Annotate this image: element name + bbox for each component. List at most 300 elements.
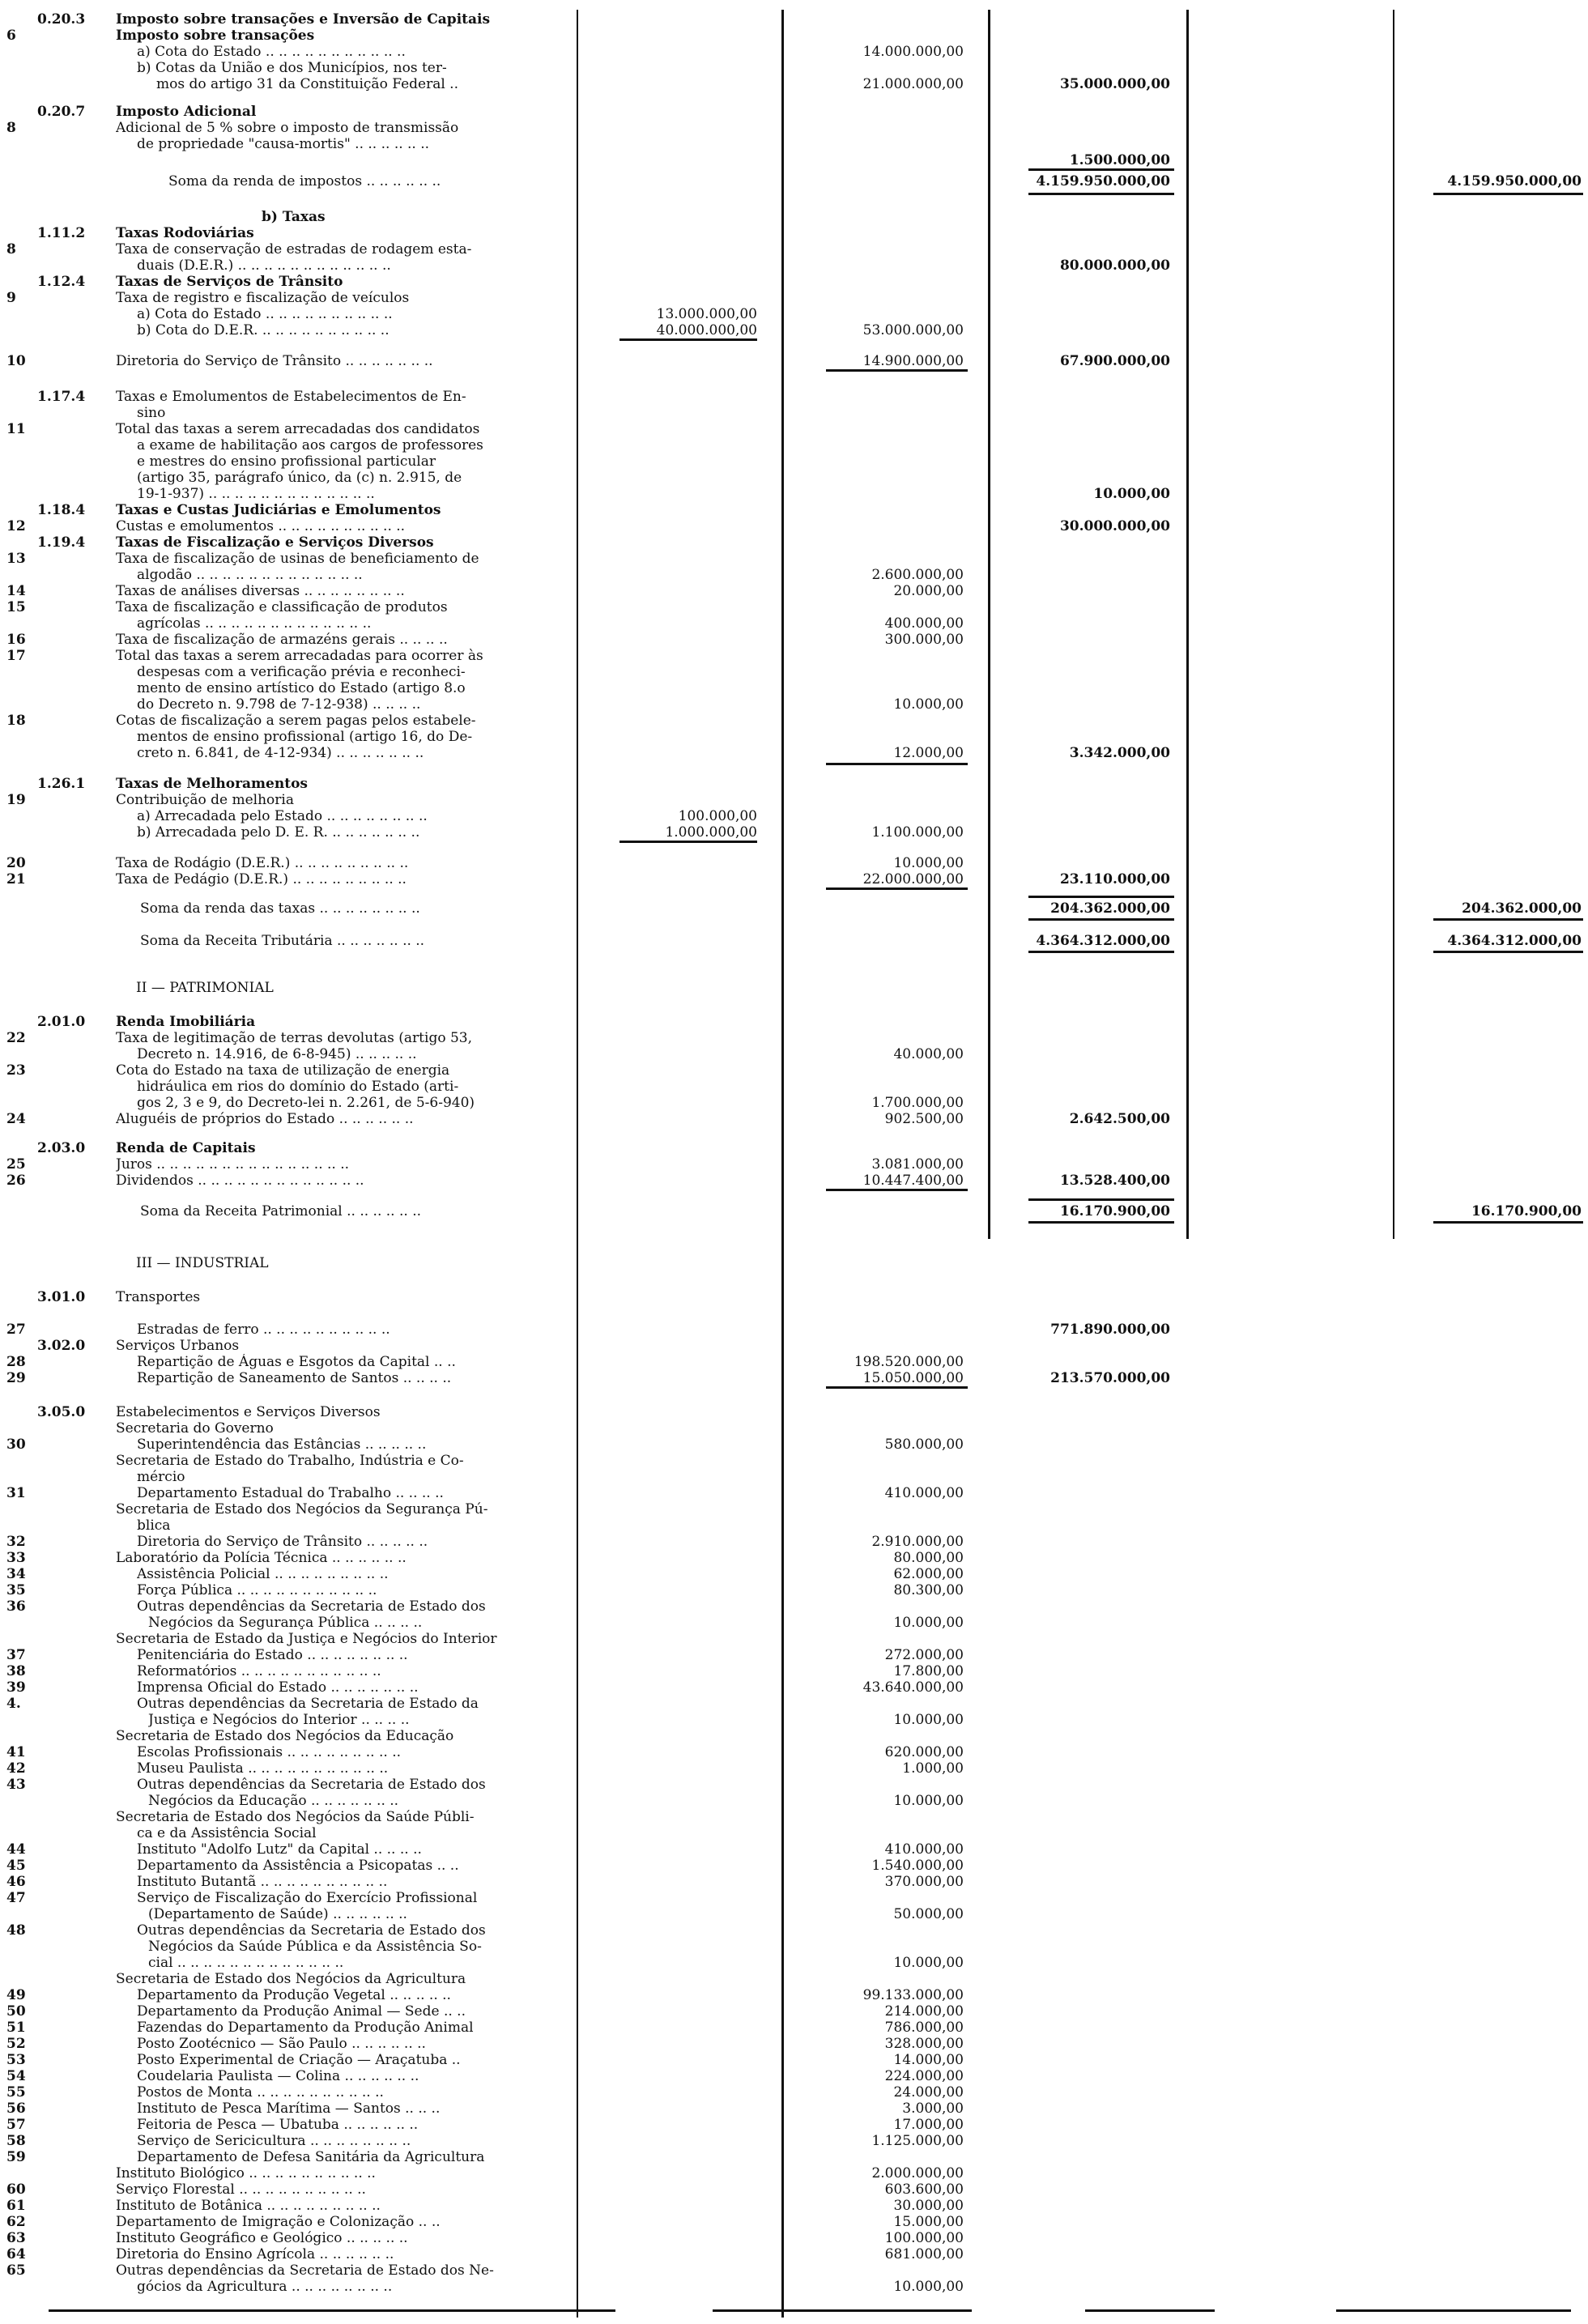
amount-c2: 224.000,00 [884, 2068, 964, 2084]
sum-rule [1028, 951, 1174, 953]
amount-c2: 20.000,00 [893, 583, 964, 599]
item-description: Serviço Florestal .. .. .. .. .. .. .. .. .. .. [116, 2181, 366, 2198]
item-description: Departamento de Defesa Sanitária da Agricultura [137, 2149, 485, 2165]
item-number: 22 [6, 1030, 26, 1046]
item-description: Taxas Rodoviárias [116, 225, 254, 241]
table-row [0, 1874, 1588, 1890]
item-description: b) Cota do D.E.R. .. .. .. .. .. .. .. .. .. .. [137, 322, 390, 338]
amount-c2: 50.000,00 [893, 1906, 964, 1922]
item-description: Instituto "Adolfo Lutz" da Capital .. .. .. .. [137, 1841, 422, 1858]
item-number: 9 [6, 290, 16, 306]
item-description: Secretaria de Estado da Justiça e Negócios do Interior [116, 1631, 497, 1647]
table-row [0, 104, 1588, 120]
table-row [0, 2262, 1588, 2279]
table-row [0, 871, 1588, 887]
classification-code: 1.19.4 [37, 534, 86, 551]
item-number: 49 [6, 1987, 26, 2003]
table-row [0, 2020, 1588, 2036]
item-description: despesas com a verificação prévia e reconheci- [137, 664, 466, 680]
item-number: 8 [6, 241, 16, 258]
table-row [0, 1255, 1588, 1271]
sum-rule [1433, 193, 1583, 195]
item-description: Diretoria do Serviço de Trânsito .. .. .. .. .. [137, 1534, 428, 1550]
table-row [0, 1582, 1588, 1598]
table-row [0, 1777, 1588, 1793]
item-description: Diretoria do Ensino Agrícola .. .. .. .. .. .. [116, 2246, 394, 2262]
table-row [0, 2165, 1588, 2181]
table-row [0, 534, 1588, 551]
table-row [0, 2117, 1588, 2133]
item-number: 45 [6, 1858, 26, 1874]
item-number: 46 [6, 1874, 26, 1890]
table-row [0, 808, 1588, 824]
item-description: Serviço de Fiscalização do Exercício Profissional [137, 1890, 478, 1906]
item-number: 21 [6, 871, 26, 887]
item-description: Soma da Receita Tributária .. .. .. .. .. .. .. [140, 933, 425, 949]
sum-rule [826, 1386, 968, 1389]
item-description: Taxas de análises diversas .. .. .. .. .. .. .. .. [116, 583, 405, 599]
item-number: 47 [6, 1890, 26, 1906]
item-description: Secretaria de Estado dos Negócios da Segurança Pú- [116, 1501, 488, 1517]
table-row [0, 306, 1588, 322]
item-description: Penitenciária do Estado .. .. .. .. .. .. .. .. [137, 1647, 408, 1663]
item-number: 13 [6, 551, 26, 567]
item-number: 12 [6, 518, 26, 534]
table-row [0, 1322, 1588, 1338]
item-description: Transportes [116, 1289, 201, 1305]
amount-c2: 400.000,00 [884, 615, 964, 632]
table-row [0, 599, 1588, 615]
item-description: duais (D.E.R.) .. .. .. .. .. .. .. .. .. .. .. .. [137, 258, 391, 274]
table-row [0, 1550, 1588, 1566]
amount-c2: 580.000,00 [884, 1437, 964, 1453]
table-row [0, 1404, 1588, 1420]
table-row [0, 2214, 1588, 2230]
classification-code: 1.26.1 [37, 776, 86, 792]
table-row [0, 2036, 1588, 2052]
item-description: Reformatórios .. .. .. .. .. .. .. .. .. .. .. [137, 1663, 381, 1679]
item-description: Repartição de Saneamento de Santos .. .. .. .. [137, 1370, 452, 1386]
item-number: 65 [6, 2262, 26, 2279]
amount-c2: 2.000.000,00 [871, 2165, 964, 2181]
table-row [0, 44, 1588, 60]
classification-code: 3.02.0 [37, 1338, 86, 1354]
amount-c2: 99.133.000,00 [862, 1987, 964, 2003]
table-row [0, 615, 1588, 632]
amount-c2: 21.000.000,00 [862, 76, 964, 92]
amount-c2: 10.000,00 [893, 2279, 964, 2295]
item-description: Laboratório da Polícia Técnica .. .. .. .. .. .. [116, 1550, 407, 1566]
item-number: 50 [6, 2003, 26, 2020]
classification-code: 3.01.0 [37, 1289, 86, 1305]
amount-c2: 620.000,00 [884, 1744, 964, 1760]
amount-c2: 1.700.000,00 [871, 1095, 964, 1111]
amount-c2: 272.000,00 [884, 1647, 964, 1663]
item-number: 35 [6, 1582, 26, 1598]
item-description: Justiça e Negócios do Interior .. .. .. .. [148, 1712, 410, 1728]
item-description: (artigo 35, parágrafo único, da (c) n. 2.915, de [137, 470, 462, 486]
item-number: 6 [6, 28, 16, 44]
table-row [0, 258, 1588, 274]
item-number: 16 [6, 632, 26, 648]
amount-c2: 10.000,00 [893, 855, 964, 871]
item-number: 42 [6, 1760, 26, 1777]
item-description: Assistência Policial .. .. .. .. .. .. .. .. .. [137, 1566, 389, 1582]
classification-code: 1.12.4 [37, 274, 86, 290]
table-row [0, 405, 1588, 421]
item-description: Instituto Biológico .. .. .. .. .. .. .. .. .. .. [116, 2165, 376, 2181]
amount-c2: 1.540.000,00 [871, 1858, 964, 1874]
table-row [0, 1922, 1588, 1939]
item-description: Departamento da Produção Animal — Sede .. .. [137, 2003, 466, 2020]
table-row [0, 1095, 1588, 1111]
item-description: gos 2, 3 e 9, do Decreto-lei n. 2.261, de 5-6-940) [137, 1095, 475, 1111]
amount-c1: 100.000,00 [678, 808, 757, 824]
item-description: creto n. 6.841, de 4-12-934) .. .. .. .. .. .. .. [137, 745, 424, 761]
item-number: 20 [6, 855, 26, 871]
amount-c3: 10.000,00 [1093, 486, 1170, 502]
item-description: Departamento da Assistência a Psicopatas .. .. [137, 1858, 459, 1874]
table-row [0, 470, 1588, 486]
amount-c2: 30.000,00 [893, 2198, 964, 2214]
amount-c3: 80.000.000,00 [1059, 258, 1170, 274]
item-description: Contribuição de melhoria [116, 792, 294, 808]
amount-c3: 1.500.000,00 [1069, 152, 1170, 168]
item-description: Instituto de Pesca Marítima — Santos .. .. .. [137, 2101, 441, 2117]
sum-rule [1433, 951, 1583, 953]
table-row [0, 322, 1588, 338]
item-number: 10 [6, 353, 26, 369]
table-row [0, 486, 1588, 502]
table-row [0, 1809, 1588, 1825]
table-row [0, 792, 1588, 808]
table-row [0, 1030, 1588, 1046]
item-number: 55 [6, 2084, 26, 2101]
amount-c3: 2.642.500,00 [1069, 1111, 1170, 1127]
table-row [0, 648, 1588, 664]
amount-c3: 213.570.000,00 [1050, 1370, 1170, 1386]
table-row [0, 1046, 1588, 1062]
table-row [0, 2084, 1588, 2101]
item-number: 43 [6, 1777, 26, 1793]
table-row [0, 1140, 1588, 1156]
item-description: Museu Paulista .. .. .. .. .. .. .. .. .. .. .. [137, 1760, 389, 1777]
table-row [0, 1517, 1588, 1534]
item-number: 18 [6, 713, 26, 729]
item-description: mos do artigo 31 da Constituição Federal .. [156, 76, 458, 92]
table-row [0, 776, 1588, 792]
amount-c2: 12.000,00 [893, 745, 964, 761]
item-description: Repartição de Águas e Esgotos da Capital .. .. [137, 1354, 456, 1370]
table-row [0, 1906, 1588, 1922]
item-description: Estabelecimentos e Serviços Diversos [116, 1404, 381, 1420]
classification-code: 2.03.0 [37, 1140, 86, 1156]
amount-c3: 3.342.000,00 [1069, 745, 1170, 761]
item-description: Instituto Butantã .. .. .. .. .. .. .. .. .. .. [137, 1874, 388, 1890]
item-description: mentos de ensino profissional (artigo 16, do De- [137, 729, 473, 745]
table-row [0, 453, 1588, 470]
amount-c2: 786.000,00 [884, 2020, 964, 2036]
item-number: 56 [6, 2101, 26, 2117]
item-description: Serviço de Sericicultura .. .. .. .. .. .. .. .. [137, 2133, 411, 2149]
amount-c1: 1.000.000,00 [665, 824, 757, 841]
item-number: 23 [6, 1062, 26, 1079]
classification-code: 1.18.4 [37, 502, 86, 518]
item-description: Renda Imobiliária [116, 1014, 256, 1030]
item-number: 41 [6, 1744, 26, 1760]
item-description: a) Cota do Estado .. .. .. .. .. .. .. .. .. .. [137, 306, 393, 322]
amount-c2: 53.000.000,00 [862, 322, 964, 338]
table-row [0, 2003, 1588, 2020]
amount-c2: 214.000,00 [884, 2003, 964, 2020]
amount-c3: 771.890.000,00 [1050, 1322, 1170, 1338]
table-row [0, 1647, 1588, 1663]
classification-code: 0.20.3 [37, 11, 86, 28]
table-row [0, 2279, 1588, 2295]
table-row [0, 1437, 1588, 1453]
item-number: 27 [6, 1322, 26, 1338]
amount-c2: 10.000,00 [893, 1793, 964, 1809]
item-description: Soma da renda de impostos .. .. .. .. .. .. [168, 173, 441, 189]
item-description: Instituto de Botânica .. .. .. .. .. .. .. .. .. [116, 2198, 381, 2214]
table-row [0, 1598, 1588, 1615]
table-row [0, 745, 1588, 761]
sum-rule [619, 841, 757, 843]
table-row [0, 1696, 1588, 1712]
amount-c2: 1.000,00 [902, 1760, 964, 1777]
table-row [0, 1728, 1588, 1744]
item-number: 36 [6, 1598, 26, 1615]
amount-c2: 410.000,00 [884, 1485, 964, 1501]
item-description: Outras dependências da Secretaria de Estado dos [137, 1598, 486, 1615]
item-description: Custas e emolumentos .. .. .. .. .. .. .. .. .. .. [116, 518, 406, 534]
table-row [0, 502, 1588, 518]
table-row [0, 136, 1588, 152]
table-row [0, 900, 1588, 917]
table-row [0, 28, 1588, 44]
item-description: Cotas de fiscalização a serem pagas pelos estabele- [116, 713, 476, 729]
table-row [0, 1370, 1588, 1386]
table-row [0, 2230, 1588, 2246]
table-row [0, 583, 1588, 599]
amount-c2: 328.000,00 [884, 2036, 964, 2052]
table-row [0, 933, 1588, 949]
item-description: Secretaria do Governo [116, 1420, 274, 1437]
item-description: (Departamento de Saúde) .. .. .. .. .. .. [148, 1906, 407, 1922]
table-row [0, 1420, 1588, 1437]
table-row [0, 1566, 1588, 1582]
sum-rule [1085, 2309, 1215, 2312]
table-row [0, 1825, 1588, 1841]
table-row [0, 1354, 1588, 1370]
item-number: 15 [6, 599, 26, 615]
item-description: Cota do Estado na taxa de utilização de energia [116, 1062, 450, 1079]
sum-rule [49, 2309, 615, 2312]
classification-code: 0.20.7 [37, 104, 86, 120]
item-description: Departamento da Produção Vegetal .. .. .. .. .. [137, 1987, 451, 2003]
table-row [0, 274, 1588, 290]
item-description: Negócios da Educação .. .. .. .. .. .. .. [148, 1793, 399, 1809]
amount-c2: 14.000.000,00 [862, 44, 964, 60]
item-description: a) Arrecadada pelo Estado .. .. .. .. .. .. .. .. [137, 808, 428, 824]
item-description: do Decreto n. 9.798 de 7-12-938) .. .. .. .. [137, 696, 421, 713]
item-description: Estradas de ferro .. .. .. .. .. .. .. .. .. .. [137, 1322, 390, 1338]
table-row [0, 1173, 1588, 1189]
item-description: blica [137, 1517, 171, 1534]
item-description: Soma da renda das taxas .. .. .. .. .. .. .. .. [140, 900, 420, 917]
item-number: 30 [6, 1437, 26, 1453]
table-row [0, 173, 1588, 189]
item-description: Imposto sobre transações [116, 28, 315, 44]
amount-c2: 24.000,00 [893, 2084, 964, 2101]
item-description: Taxas de Fiscalização e Serviços Diversos [116, 534, 434, 551]
item-description: Negócios da Segurança Pública .. .. .. .. [148, 1615, 423, 1631]
table-row [0, 1501, 1588, 1517]
table-row [0, 290, 1588, 306]
table-row [0, 1890, 1588, 1906]
table-row [0, 1289, 1588, 1305]
item-number: 62 [6, 2214, 26, 2230]
amount-c2: 17.800,00 [893, 1663, 964, 1679]
item-number: 61 [6, 2198, 26, 2214]
item-number: 44 [6, 1841, 26, 1858]
item-number: 14 [6, 583, 26, 599]
sum-rule [826, 887, 968, 890]
item-number: 59 [6, 2149, 26, 2165]
item-number: 19 [6, 792, 26, 808]
table-row [0, 11, 1588, 28]
amount-c2: 3.000,00 [902, 2101, 964, 2117]
item-description: Outras dependências da Secretaria de Estado dos [137, 1922, 486, 1939]
item-description: hidráulica em rios do domínio do Estado (arti- [137, 1079, 459, 1095]
item-number: 33 [6, 1550, 26, 1566]
item-description: Força Pública .. .. .. .. .. .. .. .. .. .. .. [137, 1582, 377, 1598]
sum-rule [1028, 1221, 1174, 1224]
amount-c3: 35.000.000,00 [1059, 76, 1170, 92]
table-row [0, 2133, 1588, 2149]
table-row [0, 696, 1588, 713]
amount-c2: 2.910.000,00 [871, 1534, 964, 1550]
amount-c2: 603.600,00 [884, 2181, 964, 2198]
item-number: 37 [6, 1647, 26, 1663]
amount-c2: 15.050.000,00 [862, 1370, 964, 1386]
item-number: 31 [6, 1485, 26, 1501]
amount-c2: 10.000,00 [893, 1955, 964, 1971]
item-number: 58 [6, 2133, 26, 2149]
table-row [0, 1987, 1588, 2003]
amount-c2: 10.000,00 [893, 1712, 964, 1728]
item-description: algodão .. .. .. .. .. .. .. .. .. .. .. .. .. [137, 567, 363, 583]
item-number: 57 [6, 2117, 26, 2133]
amount-c1: 40.000.000,00 [656, 322, 757, 338]
item-description: Superintendência das Estâncias .. .. .. .. .. [137, 1437, 427, 1453]
item-description: b) Taxas [262, 209, 326, 225]
item-description: Taxa de registro e fiscalização de veículos [116, 290, 410, 306]
classification-code: 1.11.2 [37, 225, 86, 241]
item-description: Taxa de Pedágio (D.E.R.) .. .. .. .. .. .. .. .. .. [116, 871, 407, 887]
amount-c4: 204.362.000,00 [1462, 900, 1582, 917]
item-description: II — PATRIMONIAL [136, 980, 274, 996]
table-row [0, 1631, 1588, 1647]
amount-c3: 16.170.900,00 [1059, 1203, 1170, 1219]
item-number: 4. [6, 1696, 21, 1712]
table-row [0, 1793, 1588, 1809]
table-row [0, 855, 1588, 871]
item-description: 19-1-937) .. .. .. .. .. .. .. .. .. .. .. .. .. [137, 486, 375, 502]
item-description: Imposto sobre transações e Inversão de Capitais [116, 11, 491, 28]
table-row [0, 980, 1588, 996]
item-description: Imposto Adicional [116, 104, 257, 120]
sum-rule [1028, 918, 1174, 921]
item-description: Diretoria do Serviço de Trânsito .. .. .. .. .. .. .. [116, 353, 433, 369]
table-row [0, 664, 1588, 680]
item-description: Departamento Estadual do Trabalho .. .. .. .. [137, 1485, 444, 1501]
item-description: Taxa de fiscalização de armazéns gerais .. .. .. .. [116, 632, 448, 648]
classification-code: 2.01.0 [37, 1014, 86, 1030]
table-row [0, 729, 1588, 745]
amount-c3: 67.900.000,00 [1059, 353, 1170, 369]
table-row [0, 1841, 1588, 1858]
amount-c2: 300.000,00 [884, 632, 964, 648]
amount-c3: 204.362.000,00 [1050, 900, 1170, 917]
item-number: 25 [6, 1156, 26, 1173]
sum-rule [1028, 193, 1174, 195]
item-description: Instituto Geográfico e Geológico .. .. .. .. .. [116, 2230, 408, 2246]
item-description: b) Cotas da União e dos Municípios, nos ter- [137, 60, 447, 76]
table-row [0, 437, 1588, 453]
item-number: 34 [6, 1566, 26, 1582]
amount-c2: 370.000,00 [884, 1874, 964, 1890]
amount-c4: 4.159.950.000,00 [1447, 173, 1582, 189]
amount-c2: 410.000,00 [884, 1841, 964, 1858]
item-description: Escolas Profissionais .. .. .. .. .. .. .. .. .. [137, 1744, 401, 1760]
item-description: mento de ensino artístico do Estado (artigo 8.o [137, 680, 466, 696]
item-description: Serviços Urbanos [116, 1338, 240, 1354]
table-row [0, 1955, 1588, 1971]
item-description: Taxas de Serviços de Trânsito [116, 274, 343, 290]
item-description: b) Arrecadada pelo D. E. R. .. .. .. .. .. .. .. [137, 824, 420, 841]
item-description: Soma da Receita Patrimonial .. .. .. .. .. .. [140, 1203, 421, 1219]
item-description: Adicional de 5 % sobre o imposto de transmissão [116, 120, 459, 136]
item-description: a exame de habilitação aos cargos de professores [137, 437, 483, 453]
item-description: Outras dependências da Secretaria de Estado dos Ne- [116, 2262, 494, 2279]
classification-code: 3.05.0 [37, 1404, 86, 1420]
item-description: Imprensa Oficial do Estado .. .. .. .. .. .. .. [137, 1679, 419, 1696]
item-description: Secretaria de Estado dos Negócios da Agricultura [116, 1971, 466, 1987]
amount-c2: 902.500,00 [884, 1111, 964, 1127]
amount-c1: 13.000.000,00 [656, 306, 757, 322]
item-description: agrícolas .. .. .. .. .. .. .. .. .. .. .. .. .. [137, 615, 372, 632]
item-description: Fazendas do Departamento da Produção Animal [137, 2020, 474, 2036]
amount-c2: 80.300,00 [893, 1582, 964, 1598]
item-description: Coudelaria Paulista — Colina .. .. .. .. .. .. [137, 2068, 419, 2084]
item-description: cial .. .. .. .. .. .. .. .. .. .. .. .. .. [148, 1955, 344, 1971]
table-row [0, 1079, 1588, 1095]
sum-rule [713, 2309, 972, 2312]
table-row [0, 2101, 1588, 2117]
item-number: 11 [6, 421, 26, 437]
table-row [0, 60, 1588, 76]
sum-rule [1433, 1221, 1583, 1224]
item-number: 29 [6, 1370, 26, 1386]
amount-c2: 14.000,00 [893, 2052, 964, 2068]
table-row [0, 2246, 1588, 2262]
table-row [0, 518, 1588, 534]
item-description: Outras dependências da Secretaria de Estado dos [137, 1777, 486, 1793]
table-row [0, 1338, 1588, 1354]
amount-c2: 62.000,00 [893, 1566, 964, 1582]
table-row [0, 1062, 1588, 1079]
